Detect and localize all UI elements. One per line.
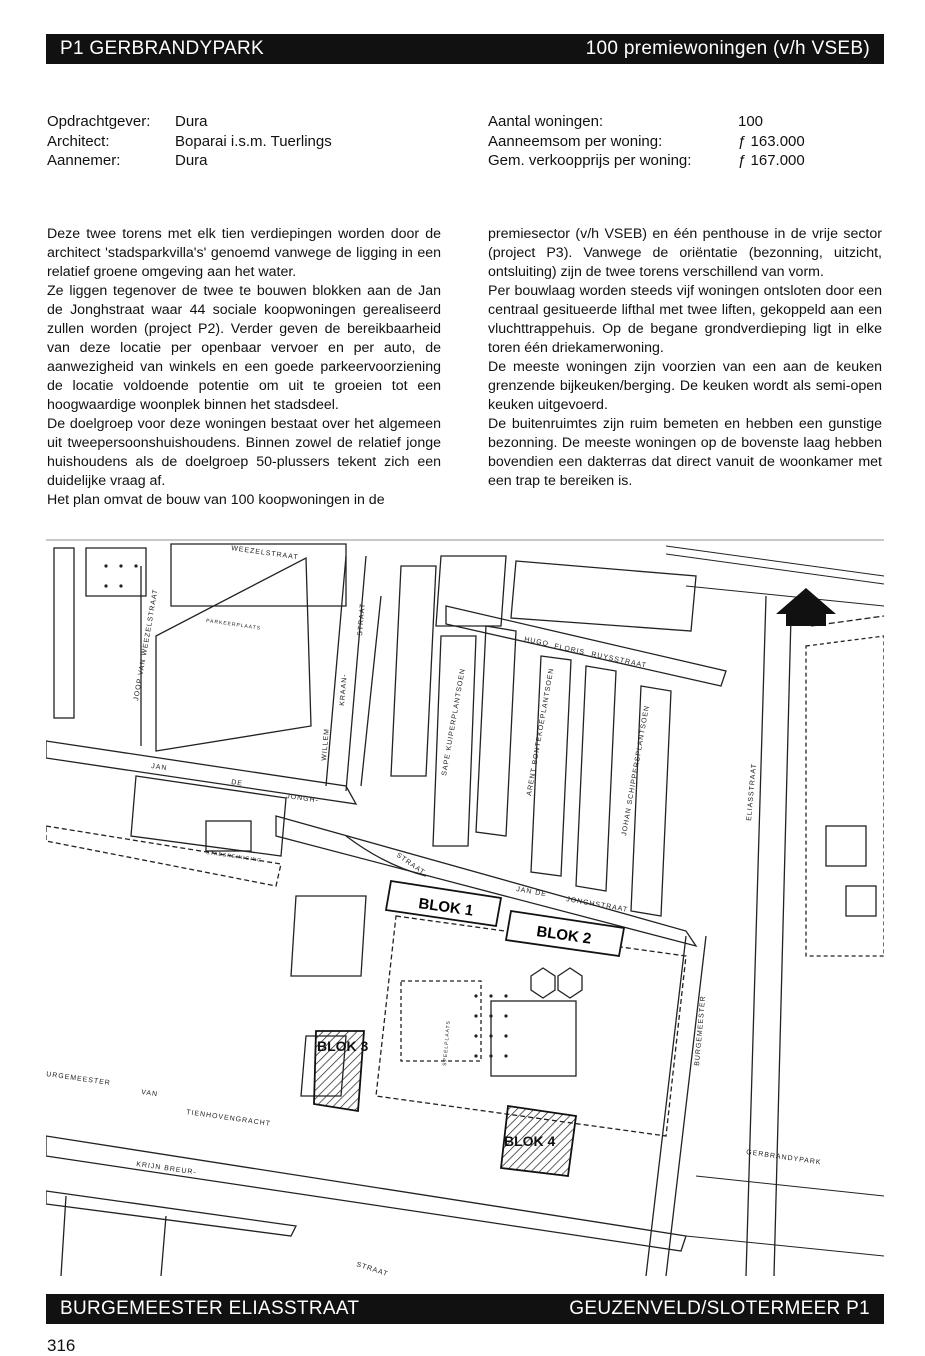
info-label: Aantal woningen:	[488, 113, 604, 130]
body-column-left	[47, 225, 441, 510]
paragraph: Het plan omvat de bouw van 100 koopwoningen in de	[47, 492, 385, 508]
info-value: ƒ 167.000	[738, 152, 805, 169]
block-3	[314, 1031, 369, 1111]
street-label: STRAAT	[357, 602, 367, 637]
page-number: 316	[47, 1336, 76, 1355]
paragraph: Ze liggen tegenover de twee te bouwen blokken aan de Jan de Jonghstraat waar 44 sociale koopwoningen gerealiseerd zullen worden (project P2). Verder geven de bereikbaarheid van deze locatie per openbaar vervoer en per auto, de aanwezigheid van winkels en een goede parkeervoorziening de locatie voldoende potentie om uit te groeien tot een hoogwaardige woonplek binnen het stadsdeel.	[47, 283, 441, 413]
footer-street: BURGEMEESTER ELIASSTRAAT	[60, 1298, 360, 1319]
block-1	[386, 881, 501, 926]
body-column-right	[488, 225, 882, 491]
paragraph: Deze twee torens met elk tien verdiepingen worden door de architect 'stadsparkvilla's' genoemd vanwege de ligging in een relatief groene omgeving aan het water.	[47, 226, 441, 280]
block-2-label: BLOK 2	[535, 923, 593, 948]
street-label: WILLEM	[321, 727, 331, 762]
info-value: Boparai i.s.m. Tuerlings	[175, 132, 332, 150]
block-4	[501, 1106, 576, 1176]
street-label: FLORIS	[553, 643, 586, 657]
footer-bar	[46, 1294, 884, 1324]
paragraph: De buitenruimtes zijn ruim bemeten en hebben een gunstige bezonning. De meeste woningen op de bovenste laag hebben bovendien een dakterras dat direct vanuit de woonkamer met een trap te bereiken is.	[488, 416, 882, 489]
paragraph: De meeste woningen zijn voorzien van een aan de keuken grenzende bijkeuken/berging. De keuken wordt als semi-open keuken uitgevoerd.	[488, 359, 882, 413]
info-value: 100	[738, 113, 764, 130]
info-row	[47, 112, 332, 132]
project-info-left	[47, 112, 332, 171]
info-value: ƒ 163.000	[738, 132, 805, 150]
street-label: BURGEMEESTER	[694, 995, 708, 1067]
street-label: JAN	[150, 763, 168, 773]
street-label: KRAAN-	[339, 673, 349, 707]
street-label: SAPE KUIPERPLANTSOEN	[441, 667, 467, 777]
street-label: JOHAN SCHIPPERSPLANTSOEN	[621, 704, 651, 837]
info-label: Aannemer:	[47, 152, 121, 169]
info-label: Architect:	[47, 132, 110, 150]
north-arrow-icon	[776, 588, 836, 626]
street-label: STRAAT	[355, 1261, 390, 1278]
paragraph: De doelgroep voor deze woningen bestaat over het algemeen uit tweepersoonshuishoudens. Binnen zowel de relatief jonge huishoudens als de doelgroep 50-plussers tekent zich een duidelijke vraag af.	[47, 416, 441, 489]
project-info-right	[488, 112, 805, 171]
info-row	[488, 112, 805, 132]
street-label: ARENT BONTEKOEPLANTSOEN	[526, 667, 556, 797]
site-plan-map	[46, 536, 884, 1278]
site-plan-svg	[46, 536, 884, 1278]
street-label: STRAAT	[394, 851, 426, 877]
street-label: URGEMEESTER	[46, 1071, 112, 1088]
paragraph: Per bouwlaag worden steeds vijf woningen ontsloten door een centraal gesitueerde lifthal met twee liften, gekoppeld aan een vluchttrappehuis. Op de begane grondverdieping ligt in elke toren één driekamerwoning.	[488, 283, 882, 356]
street-label: TIENHOVENGRACHT	[185, 1109, 272, 1128]
street-label: JAN DE	[515, 886, 548, 899]
street-label: JOOP VAN WEEZELSTRAAT	[133, 588, 160, 702]
street-label: SPEELPLAATS	[442, 1019, 452, 1067]
info-label: Opdrachtgever:	[47, 113, 151, 130]
info-label: Aanneemsom per woning:	[488, 132, 663, 150]
street-label: HUGO	[523, 636, 550, 649]
paragraph: premiesector (v/h VSEB) en één penthouse in de vrije sector (project P3). Vanwege de oriëntatie (bezonning, uitzicht, ontsluiting) zijn de twee torens verschillend van vorm.	[488, 226, 882, 280]
tree-dots	[104, 564, 507, 1057]
block-2	[506, 911, 624, 956]
street-label: ELIASSTRAAT	[746, 762, 759, 822]
street-label: JONGH-	[285, 793, 320, 805]
info-label: Gem. verkoopprijs per woning:	[488, 152, 692, 169]
street-label: STADSREINIGING	[205, 850, 263, 864]
block-1-label: BLOK 1	[417, 895, 475, 920]
info-row	[488, 151, 805, 171]
info-value: Dura	[175, 113, 208, 130]
block-4-label: BLOK 4	[504, 1133, 556, 1149]
street-label: KRIJN BREUR-	[135, 1161, 198, 1177]
info-row	[488, 132, 805, 152]
block-3-label: BLOK 3	[317, 1038, 369, 1054]
info-value: Dura	[175, 152, 208, 169]
info-row	[47, 151, 332, 171]
header-category: 100 premiewoningen (v/h VSEB)	[585, 38, 870, 59]
header-bar	[46, 34, 884, 64]
info-row	[47, 132, 332, 152]
street-label: JONGHSTRAAT	[565, 896, 629, 914]
street-label: WEEZELSTRAAT	[230, 545, 299, 562]
street-label: VAN	[140, 1089, 159, 1099]
street-label: RUYSSTRAAT	[590, 651, 648, 670]
header-project: P1 GERBRANDYPARK	[60, 38, 265, 59]
footer-district: GEUZENVELD/SLOTERMEER P1	[569, 1298, 870, 1319]
street-label: GERBRANDYPARK	[745, 1149, 822, 1167]
street-label: DE	[230, 779, 244, 788]
street-label: PARKEERPLAATS	[205, 618, 262, 632]
